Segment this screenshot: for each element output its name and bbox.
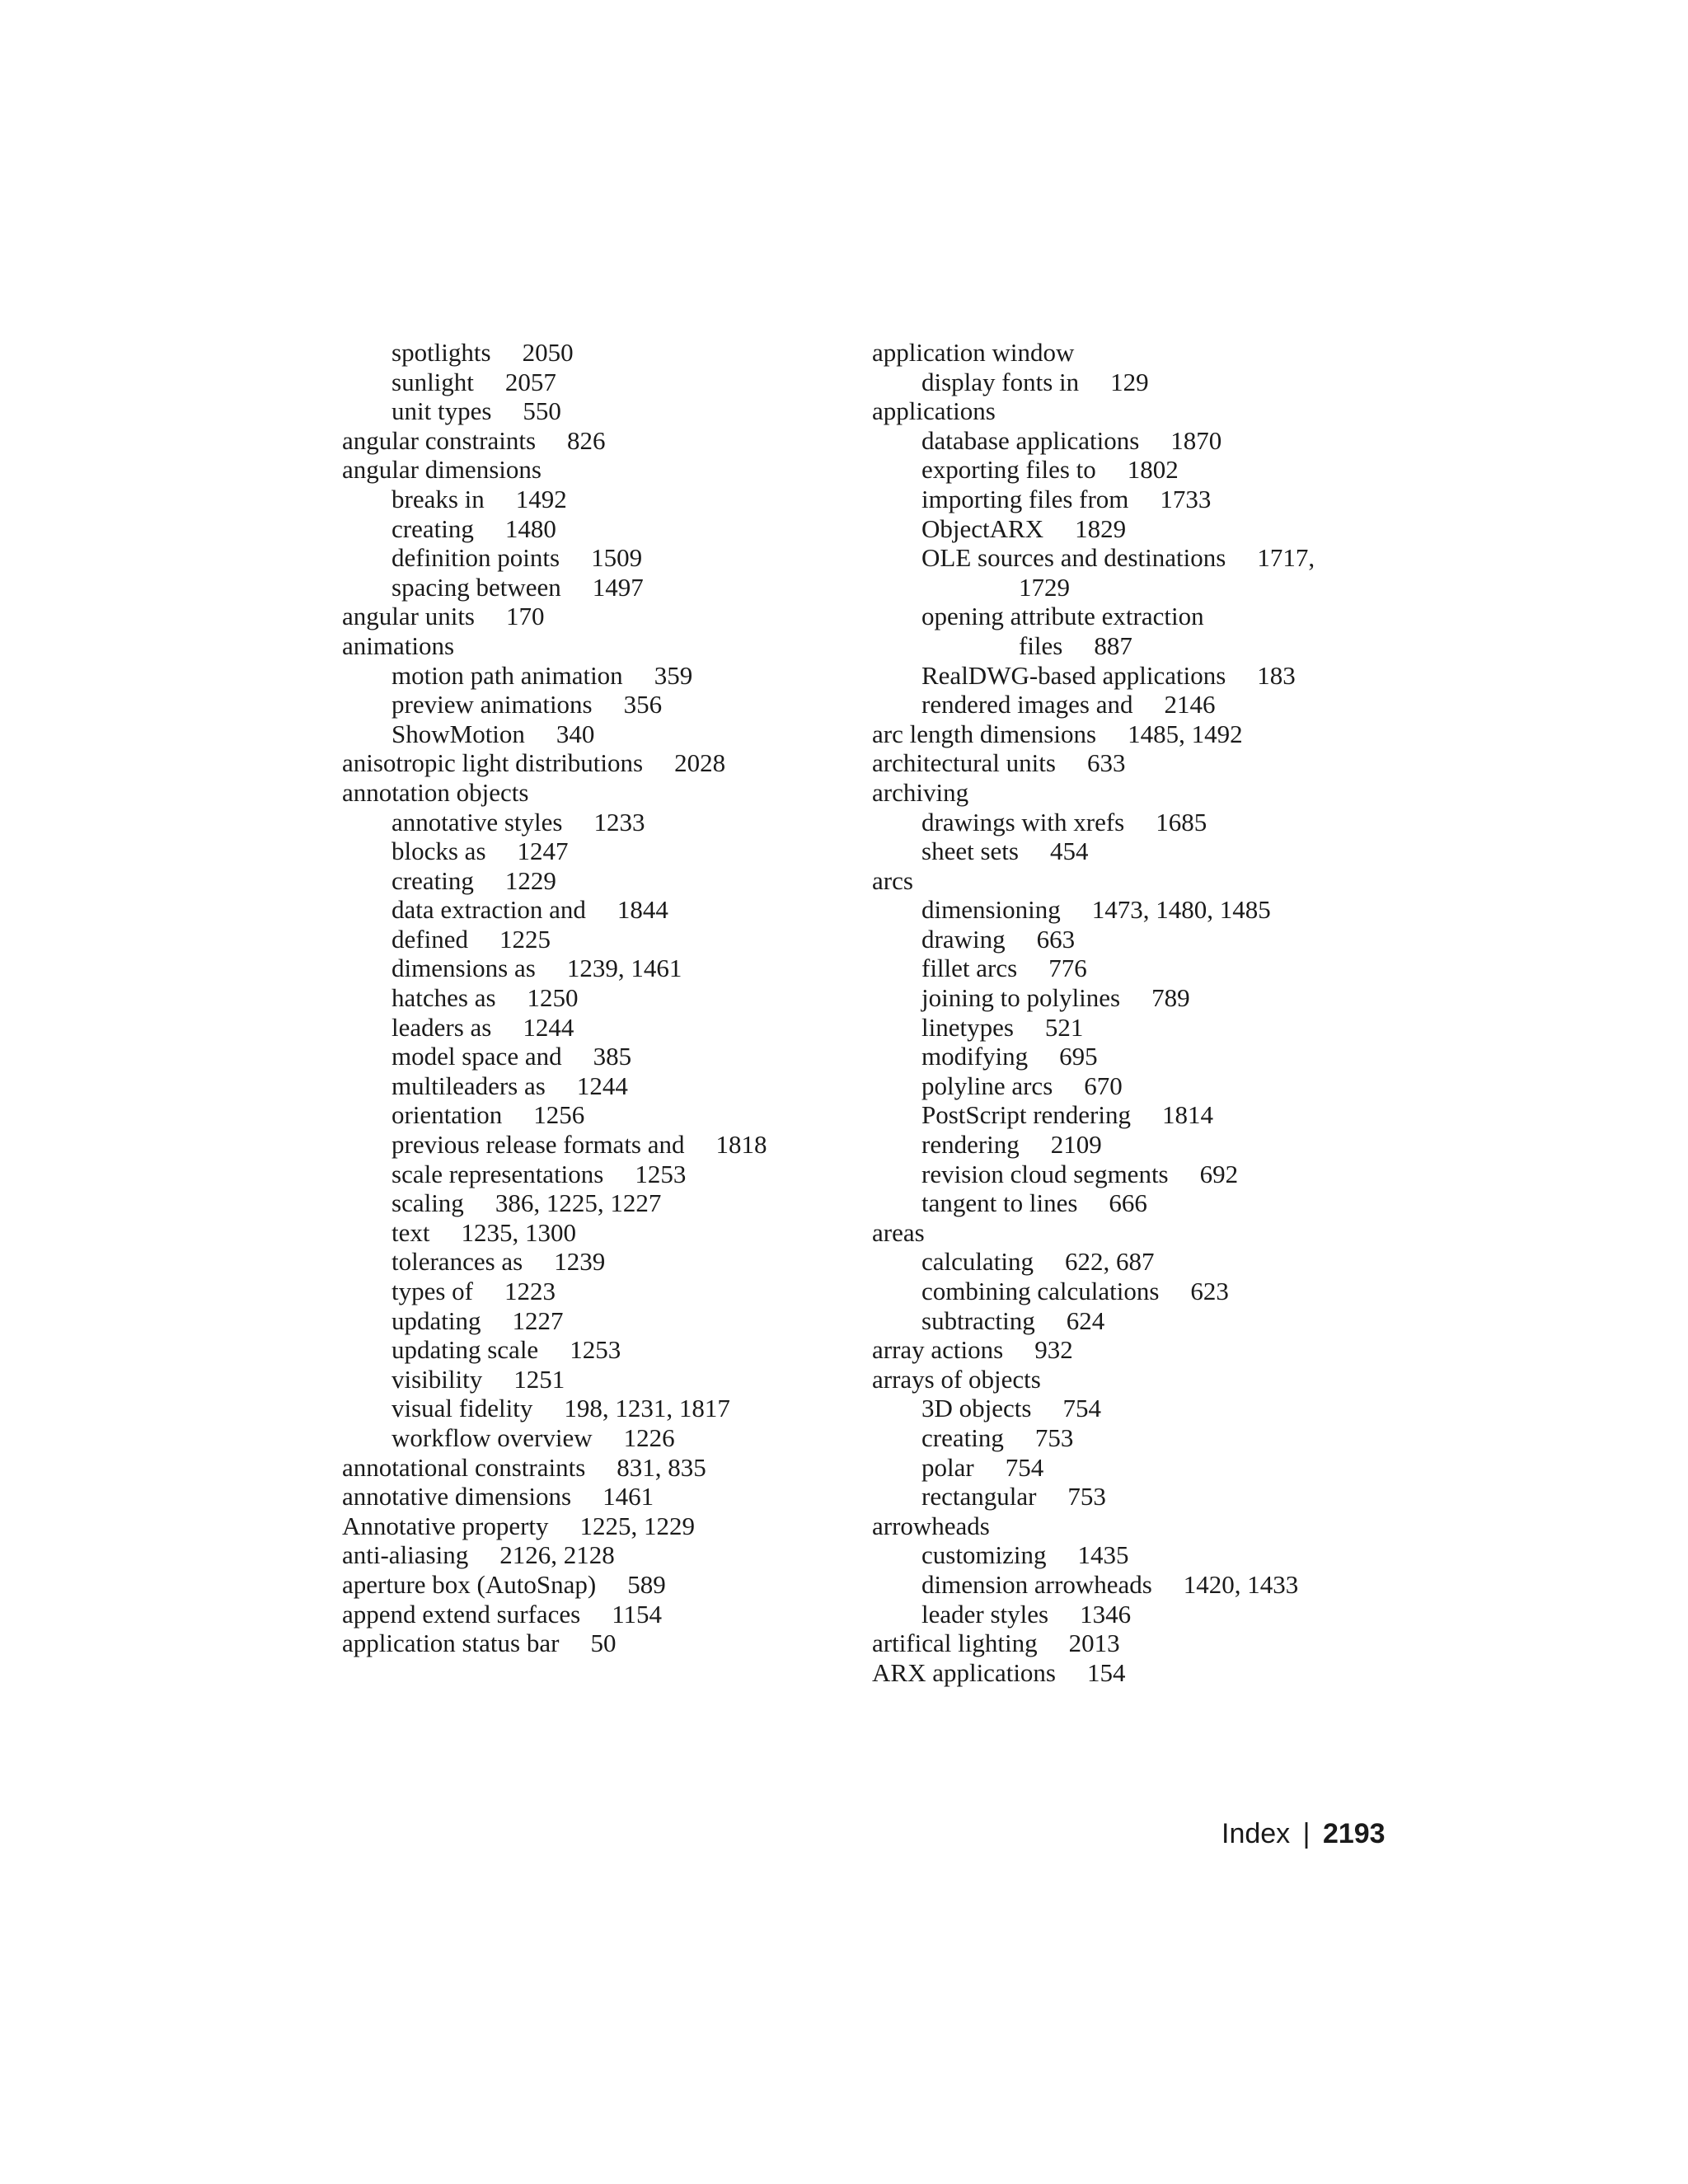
- index-entry: [342, 1600, 837, 1629]
- index-entry: [342, 1160, 837, 1189]
- index-term: exporting files to: [921, 455, 1096, 485]
- index-term: updating scale: [392, 1335, 539, 1365]
- index-term: linetypes: [921, 1012, 1014, 1042]
- index-entry: [342, 631, 837, 661]
- index-entry: [872, 1511, 1383, 1541]
- index-term: workflow overview: [392, 1422, 593, 1452]
- index-term: leaders as: [392, 1012, 492, 1042]
- index-term: types of: [392, 1277, 474, 1305]
- index-term: arrowheads: [872, 1511, 990, 1540]
- index-page-refs: 454: [1049, 837, 1089, 866]
- index-page-refs: 826: [567, 425, 606, 455]
- index-term: architectural units: [872, 748, 1056, 778]
- index-page-refs: 2028: [674, 748, 726, 778]
- index-entry: [342, 573, 837, 602]
- index-page-refs: 1154: [612, 1599, 663, 1629]
- index-entry: [342, 455, 837, 485]
- index-entry: [342, 837, 837, 866]
- index-term: hatches as: [392, 983, 496, 1013]
- index-entry: [342, 338, 837, 368]
- index-entry: [872, 1658, 1383, 1688]
- index-term: anti-aliasing: [342, 1540, 469, 1570]
- index-page-refs: 2146: [1164, 690, 1216, 719]
- index-term: creating: [392, 513, 474, 543]
- index-term: polar: [921, 1452, 974, 1482]
- index-entry: [872, 837, 1383, 866]
- index-page-refs: 1251: [513, 1364, 565, 1394]
- index-term: importing files from: [921, 484, 1129, 513]
- index-entry: [342, 778, 837, 808]
- index-entry: [342, 368, 837, 397]
- index-page-refs: 183: [1257, 660, 1296, 690]
- index-page-refs: 753: [1034, 1422, 1074, 1452]
- index-page-refs: 887: [1094, 630, 1132, 660]
- index-page-refs: 589: [627, 1569, 666, 1599]
- index-page-refs: 1509: [591, 543, 643, 573]
- index-entry: [872, 778, 1383, 808]
- index-page-refs: 1229: [504, 865, 556, 895]
- index-page-refs: 1814: [1162, 1100, 1213, 1130]
- index-entry: [342, 719, 837, 749]
- index-entry: [342, 983, 837, 1013]
- index-entry: [342, 925, 837, 954]
- index-term: updating: [392, 1305, 481, 1335]
- index-term: drawings with xrefs: [921, 807, 1125, 837]
- index-entry: [342, 1365, 837, 1394]
- index-term: tangent to lines: [921, 1188, 1078, 1218]
- index-entry: [342, 1453, 837, 1483]
- index-entry: [342, 1013, 837, 1043]
- index-term: combining calculations: [921, 1277, 1160, 1305]
- index-term: append extend surfaces: [342, 1599, 581, 1629]
- index-term: subtracting: [921, 1305, 1035, 1335]
- index-entry: [342, 690, 837, 719]
- index-page-refs: 386, 1225, 1227: [495, 1188, 662, 1218]
- index-page-refs: 340: [556, 719, 595, 748]
- index-page-refs: 170: [506, 602, 545, 631]
- index-page-refs: 1226: [623, 1422, 675, 1452]
- index-entry: [872, 1247, 1383, 1277]
- index-entry: [872, 1335, 1383, 1365]
- index-entry: [342, 866, 837, 896]
- index-term: arcs: [872, 865, 913, 895]
- index-page-refs: 1485, 1492: [1128, 719, 1243, 748]
- index-entry: [872, 866, 1383, 896]
- index-entry: [342, 396, 837, 426]
- page-number: 2193: [1322, 1818, 1386, 1849]
- index-term: anisotropic light distributions: [342, 748, 644, 778]
- index-entry: [872, 602, 1383, 631]
- index-page-refs: 1233: [593, 807, 645, 837]
- index-page-refs: 2126, 2128: [499, 1540, 615, 1570]
- index-entry: [872, 1218, 1383, 1248]
- index-entry: [342, 1130, 837, 1160]
- index-term: leader styles: [921, 1599, 1049, 1629]
- index-entry: [872, 514, 1383, 544]
- index-page-refs: 1480: [504, 513, 556, 543]
- index-page-refs: 1244: [576, 1071, 628, 1100]
- index-entry: [872, 1188, 1383, 1218]
- index-page-refs: 932: [1034, 1335, 1073, 1365]
- index-page-refs: 1244: [523, 1012, 574, 1042]
- index-column-right: [872, 338, 1383, 1687]
- index-page-refs: 50: [590, 1629, 617, 1658]
- index-page-refs: 1239, 1461: [566, 954, 682, 983]
- index-page-refs: 1685: [1156, 807, 1207, 837]
- index-entry: [872, 808, 1383, 837]
- index-term: ObjectARX: [921, 513, 1044, 543]
- index-entry: [872, 954, 1383, 983]
- index-term: scaling: [392, 1188, 464, 1218]
- index-entry: [342, 1071, 837, 1101]
- index-entry: [872, 368, 1383, 397]
- index-term: angular dimensions: [342, 455, 542, 485]
- index-page-refs: 550: [523, 396, 561, 426]
- index-entry: [342, 1482, 837, 1511]
- index-entry: [872, 396, 1383, 426]
- index-entry: [342, 543, 837, 573]
- index-page-refs: 2050: [522, 338, 574, 367]
- index-entry: [342, 1277, 837, 1306]
- index-entry: [872, 1540, 1383, 1570]
- index-term: angular units: [342, 602, 475, 631]
- index-page-refs: 2057: [504, 367, 556, 396]
- index-page-refs: 663: [1036, 924, 1076, 954]
- index-term: dimensioning: [921, 895, 1061, 925]
- index-term: preview animations: [392, 690, 593, 719]
- index-entry: [342, 1306, 837, 1336]
- index-term: opening attribute extraction: [921, 602, 1204, 631]
- index-entry: [872, 1365, 1383, 1394]
- index-term: database applications: [921, 425, 1140, 455]
- index-page-refs: 1346: [1080, 1599, 1132, 1629]
- index-page-refs: 1223: [504, 1277, 556, 1305]
- index-term: ARX applications: [872, 1657, 1056, 1687]
- index-page-refs: 129: [1110, 367, 1149, 396]
- index-page-refs: 359: [654, 660, 693, 690]
- index-term: files: [1019, 630, 1063, 660]
- index-page-refs: 1235, 1300: [461, 1217, 576, 1247]
- index-entry: [342, 1188, 837, 1218]
- index-entry: [342, 1394, 837, 1423]
- index-term: creating: [392, 865, 474, 895]
- index-term: drawing: [921, 924, 1006, 954]
- index-term: visibility: [392, 1364, 483, 1394]
- index-term: application status bar: [342, 1629, 560, 1658]
- index-page-refs: 633: [1086, 748, 1126, 778]
- index-term: unit types: [392, 396, 492, 426]
- index-entry: [872, 719, 1383, 749]
- index-entry: [342, 514, 837, 544]
- index-term: spacing between: [392, 572, 561, 602]
- index-term: artifical lighting: [872, 1629, 1038, 1658]
- index-term: annotative dimensions: [342, 1482, 572, 1511]
- index-entry: [342, 1540, 837, 1570]
- index-page-refs: 1253: [570, 1335, 621, 1365]
- index-entry: [342, 748, 837, 778]
- index-entry: [342, 1335, 837, 1365]
- index-term: calculating: [921, 1247, 1034, 1277]
- index-term: motion path animation: [392, 660, 623, 690]
- index-page-refs: 356: [623, 690, 663, 719]
- index-entry: [872, 631, 1383, 661]
- index-page-refs: 622, 687: [1065, 1247, 1155, 1277]
- index-term: definition points: [392, 543, 560, 573]
- index-entry: [342, 954, 837, 983]
- index-term: breaks in: [392, 484, 485, 513]
- index-entry: [342, 1423, 837, 1453]
- index-entry: [342, 485, 837, 514]
- index-entry: [342, 661, 837, 691]
- index-entry: [872, 1482, 1383, 1511]
- index-entry: [342, 1247, 837, 1277]
- index-entry: [342, 426, 837, 456]
- index-page-refs: 2109: [1050, 1130, 1102, 1160]
- index-page-refs: 1733: [1160, 484, 1212, 513]
- index-term: OLE sources and destinations: [921, 543, 1226, 573]
- index-entry: [342, 602, 837, 631]
- index-term: angular constraints: [342, 425, 537, 455]
- index-term: customizing: [921, 1540, 1047, 1570]
- index-page-refs: 1250: [527, 983, 579, 1013]
- index-entry: [872, 1394, 1383, 1423]
- index-term: modifying: [921, 1042, 1029, 1071]
- index-term: areas: [872, 1217, 925, 1247]
- index-page-refs: 198, 1231, 1817: [564, 1394, 730, 1423]
- index-term: visual fidelity: [392, 1394, 533, 1423]
- index-page-refs: 1227: [512, 1305, 564, 1335]
- index-page-refs: 1247: [517, 837, 569, 866]
- index-entry: [872, 983, 1383, 1013]
- index-entry: [872, 661, 1383, 691]
- index-page-refs: 1435: [1077, 1540, 1129, 1570]
- index-entry: [872, 690, 1383, 719]
- index-term: text: [392, 1217, 430, 1247]
- index-entry: [872, 1306, 1383, 1336]
- index-page-refs: 789: [1151, 983, 1190, 1013]
- index-term: RealDWG-based applications: [921, 660, 1226, 690]
- index-term: applications: [872, 396, 996, 426]
- index-term: sheet sets: [921, 837, 1019, 866]
- index-term: rectangular: [921, 1482, 1037, 1511]
- footer-section-label: Index: [1221, 1818, 1291, 1849]
- index-page-refs: 1225, 1229: [579, 1511, 696, 1540]
- index-entry: [872, 1423, 1383, 1453]
- index-entry: [342, 1218, 837, 1248]
- index-column-left: [342, 338, 837, 1658]
- index-term: rendering: [921, 1130, 1020, 1160]
- index-page-refs: 1829: [1075, 513, 1127, 543]
- index-term: revision cloud segments: [921, 1159, 1169, 1188]
- index-term: array actions: [872, 1335, 1004, 1365]
- index-entry: [342, 1629, 837, 1658]
- index-term: arc length dimensions: [872, 719, 1097, 748]
- index-page-refs: 2013: [1068, 1629, 1120, 1658]
- index-page-refs: 1492: [515, 484, 567, 513]
- index-term: display fonts in: [921, 367, 1080, 396]
- index-entry: [872, 1453, 1383, 1483]
- index-term: model space and: [392, 1042, 562, 1071]
- index-term: application window: [872, 338, 1075, 367]
- index-entry: [872, 1570, 1383, 1600]
- index-page-refs: 1473, 1480, 1485: [1091, 895, 1271, 925]
- index-page-refs: 385: [593, 1042, 632, 1071]
- index-entry: [872, 748, 1383, 778]
- index-page-refs: 1717,: [1257, 543, 1315, 573]
- index-page-refs: 1225: [499, 924, 551, 954]
- index-term: defined: [392, 924, 468, 954]
- index-term: ShowMotion: [392, 719, 525, 748]
- index-page-refs: 1256: [533, 1100, 585, 1130]
- index-entry: [872, 1277, 1383, 1306]
- index-term: rendered images and: [921, 690, 1133, 719]
- index-term: sunlight: [392, 367, 474, 396]
- index-page-refs: 1497: [592, 572, 644, 602]
- index-term: blocks as: [392, 837, 486, 866]
- index-term: scale representations: [392, 1159, 604, 1188]
- index-entry: [872, 1013, 1383, 1043]
- index-page-refs: 1802: [1127, 455, 1179, 485]
- index-entry: [872, 485, 1383, 514]
- index-term: orientation: [392, 1100, 503, 1130]
- index-term: joining to polylines: [921, 983, 1121, 1013]
- page-footer: [1221, 1818, 1386, 1850]
- index-page-refs: 1844: [617, 895, 668, 925]
- index-entry: [872, 895, 1383, 925]
- index-term: fillet arcs: [921, 954, 1018, 983]
- index-entry: [872, 426, 1383, 456]
- footer-separator: |: [1302, 1818, 1311, 1849]
- index-page-refs: 521: [1044, 1012, 1084, 1042]
- index-term: dimension arrowheads: [921, 1569, 1152, 1599]
- index-page-refs: 623: [1190, 1277, 1229, 1305]
- index-term: tolerances as: [392, 1247, 523, 1277]
- index-entry: [342, 895, 837, 925]
- index-term: Annotative property: [342, 1511, 549, 1540]
- index-entry: [872, 455, 1383, 485]
- index-page-refs: 692: [1199, 1159, 1239, 1188]
- index-page-refs: 1420, 1433: [1183, 1569, 1299, 1599]
- index-page-refs: 831, 835: [617, 1452, 706, 1482]
- index-page-refs: 154: [1087, 1657, 1126, 1687]
- index-page-refs: 754: [1005, 1452, 1044, 1482]
- index-term: aperture box (AutoSnap): [342, 1569, 597, 1599]
- index-entry: [872, 1100, 1383, 1130]
- index-term: archiving: [872, 777, 969, 807]
- index-term: creating: [921, 1422, 1004, 1452]
- index-entry: [872, 1071, 1383, 1101]
- index-entry: [342, 1042, 837, 1071]
- index-term: 1729: [1019, 572, 1070, 602]
- index-page-refs: 1239: [554, 1247, 606, 1277]
- index-term: annotative styles: [392, 807, 563, 837]
- index-page-refs: 753: [1067, 1482, 1106, 1511]
- index-page-refs: 624: [1066, 1305, 1105, 1335]
- index-page-refs: 695: [1059, 1042, 1098, 1071]
- index-term: multileaders as: [392, 1071, 546, 1100]
- index-term: polyline arcs: [921, 1071, 1053, 1100]
- index-page-refs: 1870: [1170, 425, 1222, 455]
- index-entry: [872, 1042, 1383, 1071]
- index-term: data extraction and: [392, 895, 586, 925]
- index-term: arrays of objects: [872, 1364, 1041, 1394]
- index-entry: [872, 1629, 1383, 1658]
- index-entry: [872, 338, 1383, 368]
- index-term: annotational constraints: [342, 1452, 586, 1482]
- index-entry: [342, 808, 837, 837]
- index-entry: [872, 1600, 1383, 1629]
- index-term: dimensions as: [392, 954, 536, 983]
- index-page-refs: 754: [1062, 1394, 1101, 1423]
- index-entry: [342, 1570, 837, 1600]
- index-entry: [342, 1511, 837, 1541]
- index-entry: [872, 1160, 1383, 1189]
- index-page-refs: 776: [1048, 954, 1087, 983]
- index-page-refs: 1461: [603, 1482, 654, 1511]
- index-entry: [872, 573, 1383, 602]
- index-term: annotation objects: [342, 777, 529, 807]
- index-entry: [342, 1100, 837, 1130]
- index-entry: [872, 543, 1383, 573]
- index-term: previous release formats and: [392, 1130, 685, 1160]
- index-page-refs: 666: [1109, 1188, 1147, 1218]
- index-entry: [872, 1130, 1383, 1160]
- index-page-refs: 1818: [715, 1130, 767, 1160]
- index-term: 3D objects: [921, 1394, 1032, 1423]
- index-page-refs: 1253: [635, 1159, 687, 1188]
- index-entry: [872, 925, 1383, 954]
- index-term: PostScript rendering: [921, 1100, 1131, 1130]
- index-term: animations: [342, 630, 455, 660]
- index-page-refs: 670: [1084, 1071, 1123, 1100]
- index-term: spotlights: [392, 338, 491, 367]
